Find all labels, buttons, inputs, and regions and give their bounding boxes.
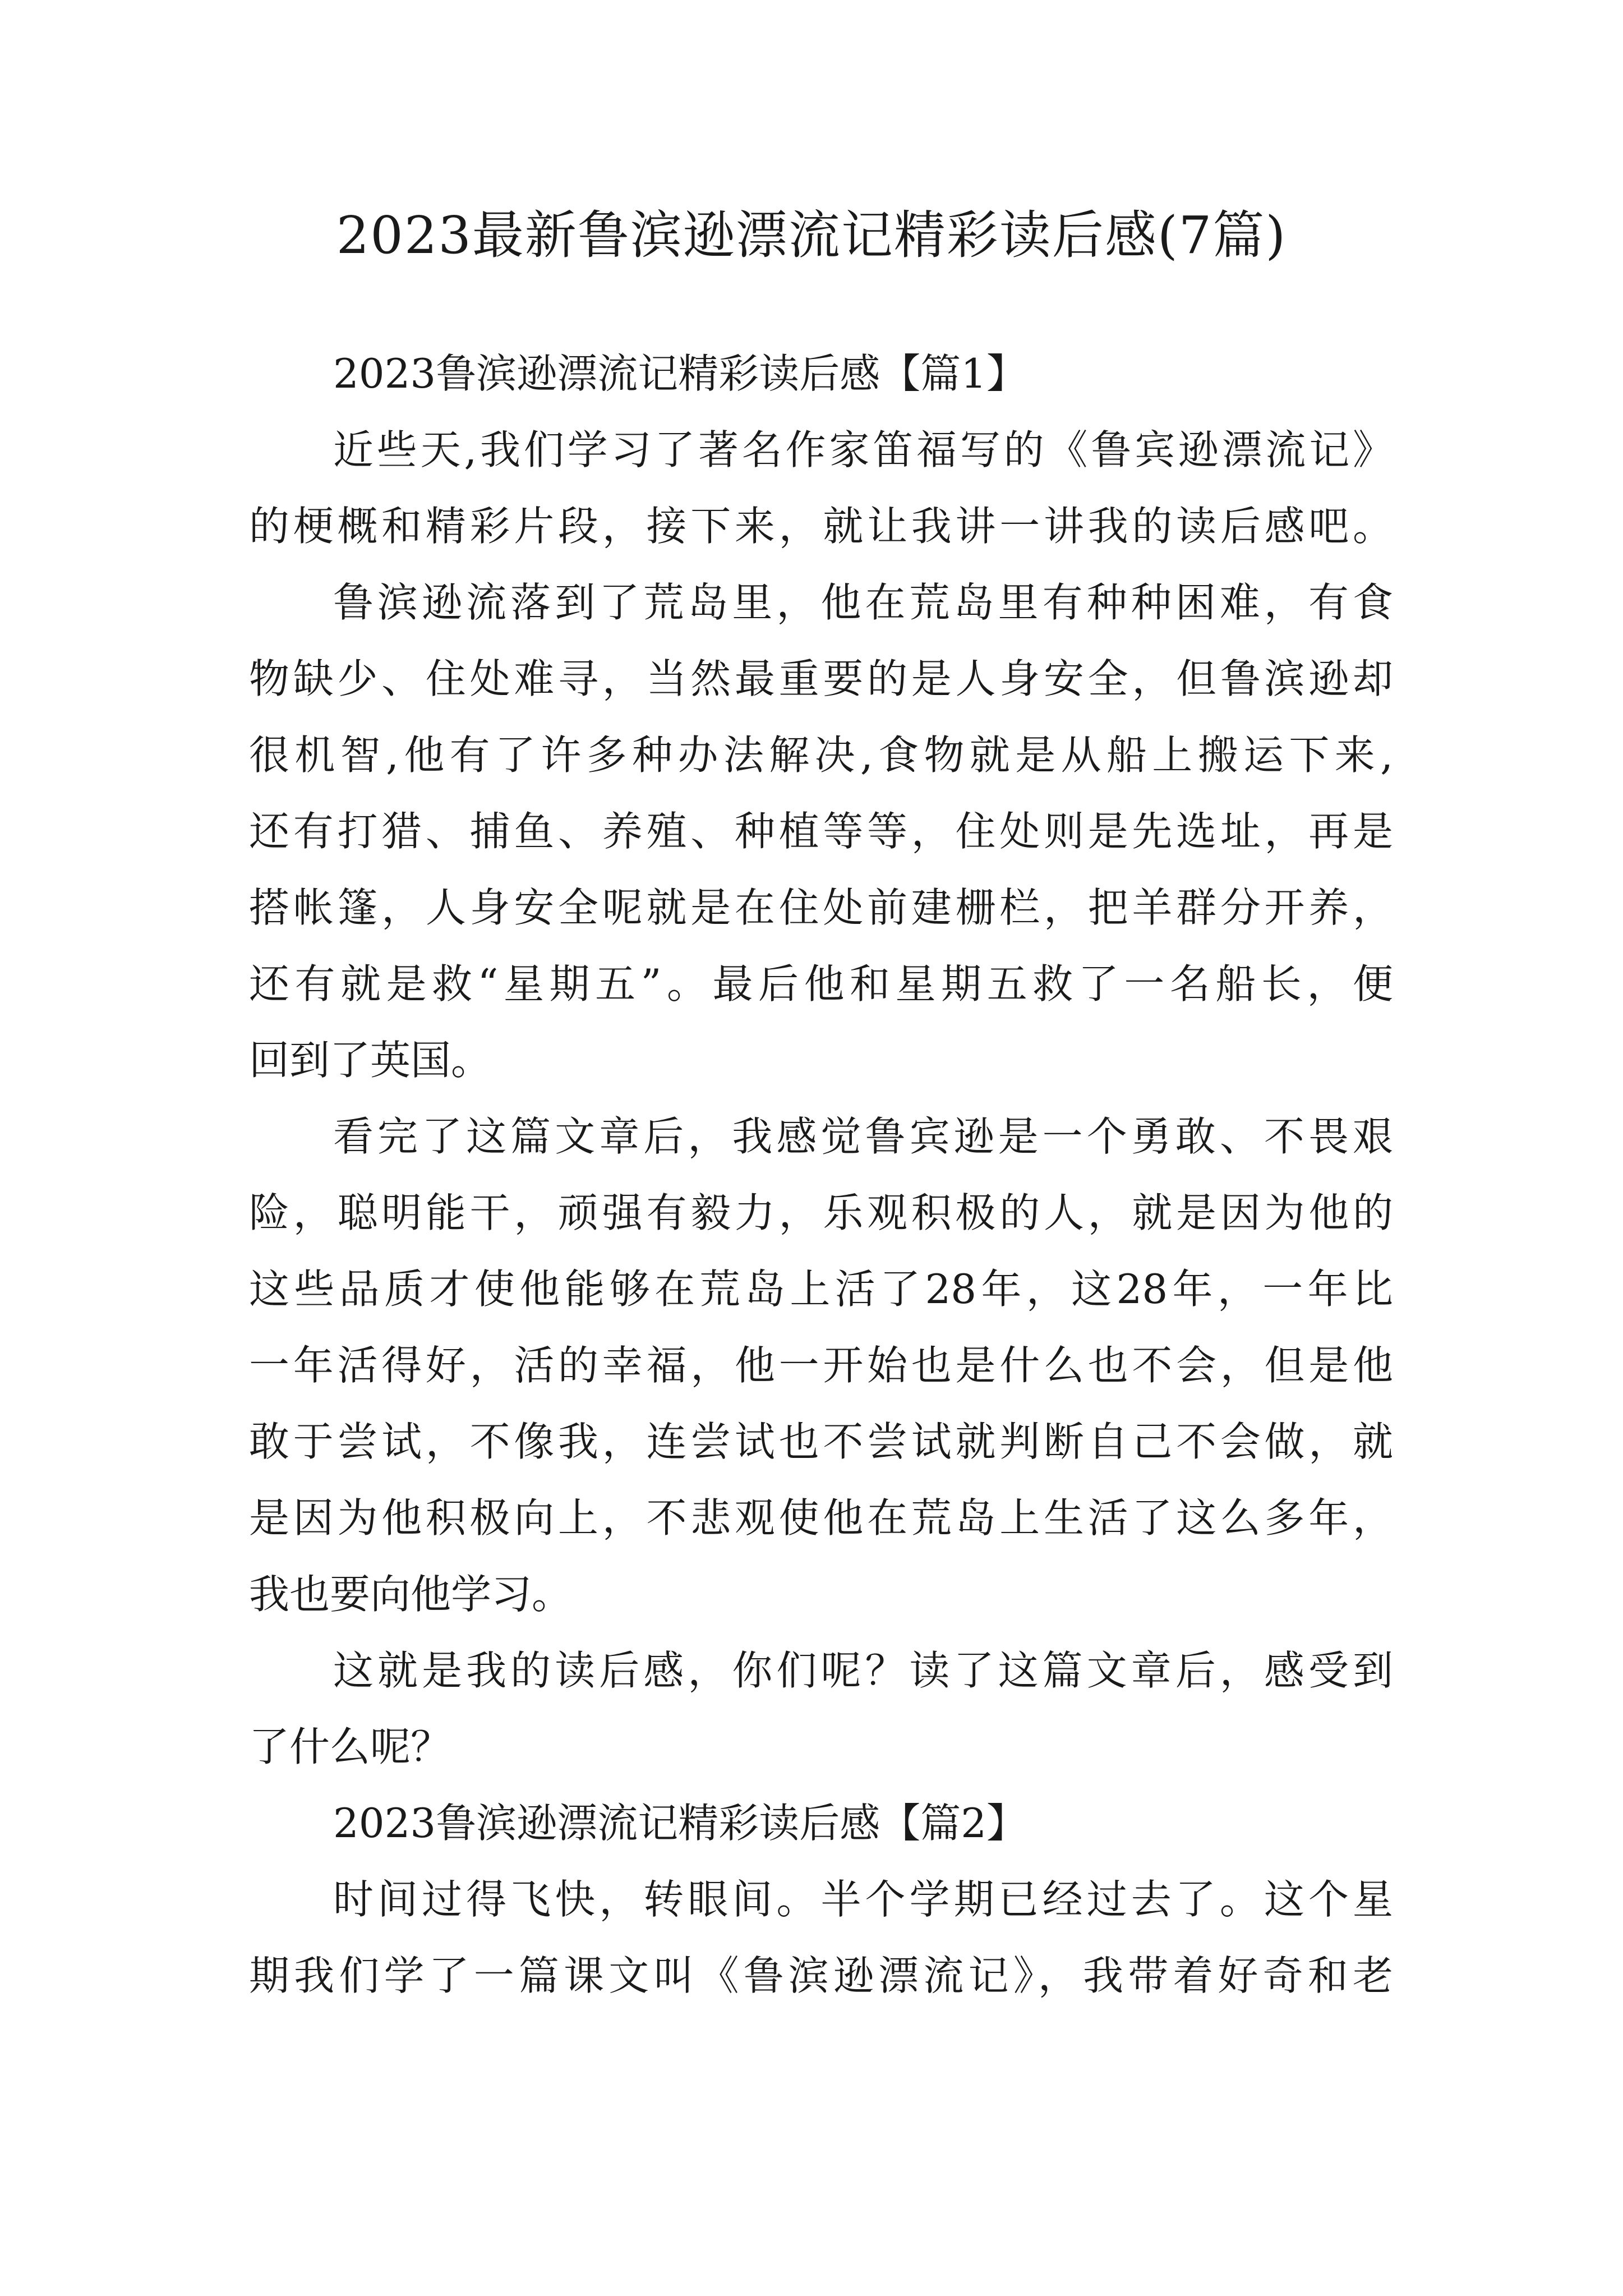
text-line: 2023鲁滨逊漂流记精彩读后感【篇1】 [333,350,1027,397]
text-line: 2023鲁滨逊漂流记精彩读后感【篇2】 [333,1800,1027,1847]
text-line: 这就是我的读后感，你们呢？读了这篇文章后，感受到 [333,1647,1393,1694]
text-line: 看完了这篇文章后，我感觉鲁宾逊是一个勇敢、不畏艰 [333,1113,1393,1160]
text-line: 我也要向他学习。 [249,1571,573,1618]
text-line: 很机智,他有了许多种办法解决,食物就是从船上搬运下来, [249,731,1393,779]
text-line: 时间过得飞快，转眼间。半个学期已经过去了。这个星 [333,1876,1393,1923]
text-line: 鲁滨逊流落到了荒岛里，他在荒岛里有种种困难，有食 [333,579,1393,626]
document-title: 2023最新鲁滨逊漂流记精彩读后感(7篇) [336,205,1287,265]
text-line: 是因为他积极向上，不悲观使他在荒岛上生活了这么多年， [249,1494,1393,1542]
text-line: 险，聪明能干，顽强有毅力，乐观积极的人，就是因为他的 [249,1189,1393,1236]
text-line: 敢于尝试，不像我，连尝试也不尝试就判断自己不会做，就 [249,1418,1393,1465]
text-line: 近些天,我们学习了著名作家笛福写的《鲁宾逊漂流记》 [333,426,1393,473]
text-line: 搭帐篷，人身安全呢就是在住处前建栅栏，把羊群分开养， [249,884,1393,931]
text-line: 回到了英国。 [249,1037,492,1084]
text-line: 了什么呢？ [249,1723,451,1770]
text-line: 这些品质才使他能够在荒岛上活了28年，这28年，一年比 [249,1266,1393,1313]
document-body [249,335,1393,2014]
text-line: 物缺少、住处难寻，当然最重要的是人身安全，但鲁滨逊却 [249,655,1393,702]
text-line: 还有打猎、捕鱼、养殖、种植等等，住处则是先选址，再是 [249,808,1393,855]
text-line: 一年活得好，活的幸福，他一开始也是什么也不会，但是他 [249,1342,1393,1389]
text-line: 的梗概和精彩片段，接下来，就让我讲一讲我的读后感吧。 [249,503,1393,550]
text-line: 期我们学了一篇课文叫《鲁滨逊漂流记》，我带着好奇和老 [249,1952,1393,1999]
text-line: 还有就是救“星期五”。最后他和星期五救了一名船长，便 [249,960,1393,1007]
